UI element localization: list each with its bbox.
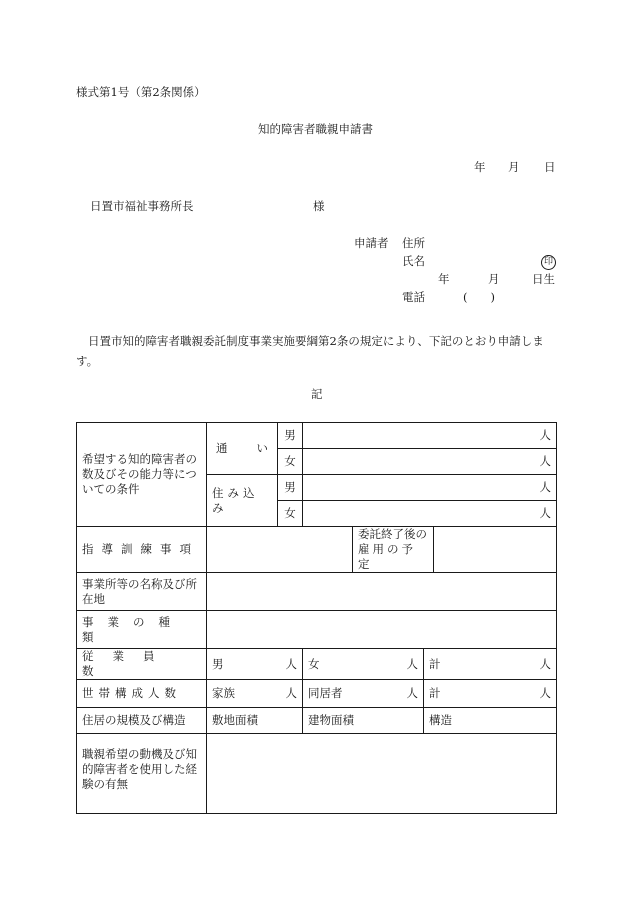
housing-structure[interactable]: 構造 [424, 708, 557, 734]
household-family[interactable]: 家族 人 [207, 680, 303, 708]
commute-female-count[interactable] [303, 449, 557, 475]
phone-parens: ( ) [463, 290, 495, 304]
name-label: 氏名 [402, 254, 425, 268]
persons-unit: 人 [539, 454, 551, 468]
form-number: 様式第1号（第2条関係） [76, 85, 206, 99]
employees-female[interactable]: 女 人 [303, 649, 424, 680]
employees-label-cell [77, 649, 207, 680]
business-label-cell [77, 611, 207, 649]
livein-female-count[interactable] [303, 501, 557, 527]
commute-male-count[interactable] [303, 423, 557, 449]
after-end-label-2: 雇用の予定 [358, 542, 416, 571]
motive-label-cell [77, 734, 207, 814]
livein-label-cell [207, 475, 278, 527]
guidance-label: 指導訓練事項 [82, 542, 199, 556]
business-label: 事業の種類 [82, 614, 184, 644]
household-label-cell [77, 680, 207, 708]
applicant-label: 申請者 [354, 236, 389, 250]
birth-year: 年 [438, 272, 450, 286]
persons-unit: 人 [539, 428, 551, 442]
commute-char-2: い [256, 441, 268, 455]
office-label-cell [77, 573, 207, 611]
ki-heading: 記 [311, 387, 323, 401]
document-title: 知的障害者職親申請書 [258, 122, 373, 136]
persons-unit: 人 [539, 506, 551, 520]
after-end-value[interactable] [434, 527, 557, 573]
livein-female-label: 女 [278, 501, 303, 527]
commute-female-label: 女 [278, 449, 303, 475]
body-line-2: す。 [76, 354, 99, 368]
addressee-name: 日置市福祉事務所長 [90, 199, 194, 213]
conditions-label: 希望する知的障害者の数及びその能力等についての条件 [82, 452, 197, 496]
seal-icon: 印 [541, 255, 556, 270]
household-total[interactable]: 計 人 [424, 680, 557, 708]
date-month: 月 [508, 160, 520, 174]
addressee-honorific: 様 [313, 199, 325, 213]
motive-label: 職親希望の動機及び知的障害者を使用した経験の有無 [82, 747, 197, 791]
housing-label-cell [77, 708, 207, 734]
persons-unit: 人 [539, 480, 551, 494]
birth-day: 日生 [532, 272, 555, 286]
application-table [76, 422, 557, 814]
housing-label: 住居の規模及び構造 [82, 713, 186, 727]
date-year: 年 [474, 160, 486, 174]
employees-male[interactable]: 男 人 [207, 649, 303, 680]
housing-site-area[interactable]: 敷地面積 [207, 708, 303, 734]
office-value[interactable] [207, 573, 557, 611]
commute-char-1: 通 [216, 441, 228, 455]
employees-label: 従業員数 [82, 649, 174, 678]
conditions-label-cell [77, 423, 207, 527]
livein-label: 住み込み [212, 485, 259, 515]
livein-male-label: 男 [278, 475, 303, 501]
commute-male-label: 男 [278, 423, 303, 449]
birth-month: 月 [488, 272, 500, 286]
housing-building-area[interactable]: 建物面積 [303, 708, 424, 734]
address-label: 住所 [402, 236, 425, 250]
after-end-label-cell [353, 527, 434, 573]
phone-label: 電話 [402, 290, 425, 304]
guidance-value[interactable] [207, 527, 353, 573]
household-cohabitant[interactable]: 同居者 人 [303, 680, 424, 708]
business-value[interactable] [207, 611, 557, 649]
body-paragraph [76, 331, 556, 371]
employees-total[interactable]: 計 人 [424, 649, 557, 680]
livein-male-count[interactable] [303, 475, 557, 501]
office-label: 事業所等の名称及び所在地 [82, 576, 197, 606]
guidance-label-cell [77, 527, 207, 573]
commute-label-cell [207, 423, 278, 475]
body-line-1: 日置市知的障害者職親委託制度事業実施要綱第2条の規定により、下記のとおり申請しま [88, 334, 544, 348]
after-end-label-1: 委託終了後の [358, 527, 427, 541]
household-label: 世帯構成人数 [82, 686, 181, 700]
date-day: 日 [544, 160, 556, 174]
motive-value[interactable] [207, 734, 557, 814]
